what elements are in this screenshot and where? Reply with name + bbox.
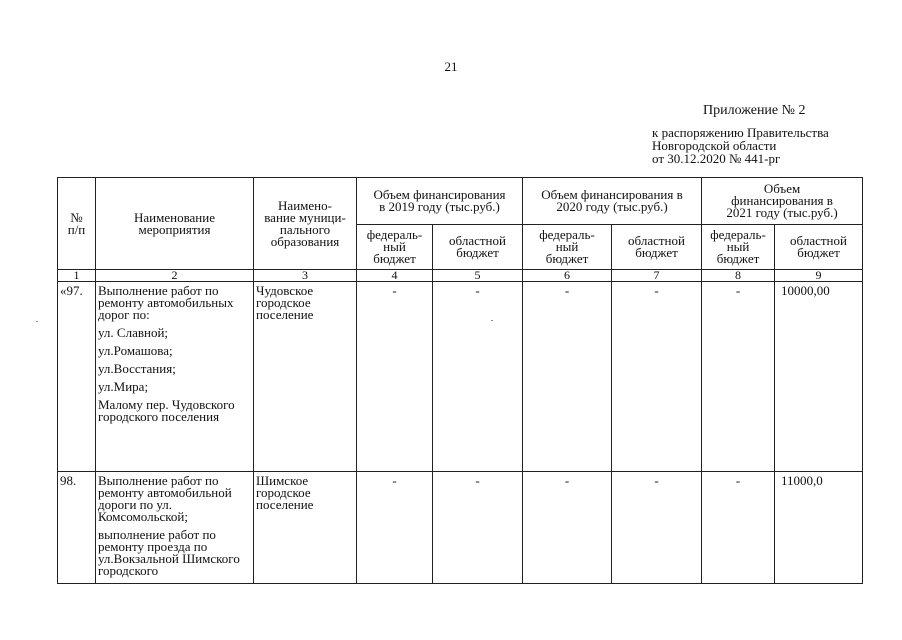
header-federal-line: бюджет — [545, 251, 589, 266]
header-regional-line: областной — [628, 233, 685, 248]
header-2019-line: в 2019 году (тыс.руб.) — [379, 199, 500, 214]
header-2021 — [702, 178, 863, 225]
value-cell: - — [702, 472, 775, 584]
header-2020-line: 2020 году (тыс.руб.) — [556, 199, 668, 214]
column-number: 8 — [702, 270, 775, 282]
header-regional-line: бюджет — [797, 245, 840, 260]
event-name-line: ул.Ромашова; — [98, 343, 173, 358]
amount-cell: 10000,00 — [775, 282, 863, 472]
value-cell: - — [357, 472, 433, 584]
header-federal-line: бюджет — [373, 251, 416, 266]
header-2019 — [357, 178, 523, 225]
value-cell: - — [357, 282, 433, 472]
header-event — [96, 178, 254, 270]
value-cell: - — [612, 472, 702, 584]
column-number: 2 — [96, 270, 254, 282]
amount-cell: 11000,0 — [775, 472, 863, 584]
header-federal-line: ный — [555, 239, 579, 254]
column-number: 7 — [612, 270, 702, 282]
appendix-subtitle — [652, 126, 829, 165]
header-federal-2019 — [357, 225, 433, 270]
column-number: 5 — [433, 270, 523, 282]
column-number: 1 — [58, 270, 96, 282]
row-number: 98. — [58, 472, 96, 584]
header-2019-line: Объем финансирования — [373, 187, 506, 202]
header-regional-2020 — [612, 225, 702, 270]
appendix-line: Новгородской области — [652, 138, 777, 153]
column-number: 6 — [523, 270, 612, 282]
header-municipality — [254, 178, 357, 270]
value-cell: - — [433, 282, 523, 472]
event-name-line: ул.Восстания; — [98, 361, 176, 376]
header-regional-2021 — [775, 225, 863, 270]
header-federal-line: бюджет — [716, 251, 760, 266]
value-cell: - — [702, 282, 775, 472]
event-name-line: выполнение работ по ремонту проезда по ул.Вокзальной Шимского городского — [98, 527, 240, 578]
table-row — [58, 472, 863, 584]
header-federal-2021 — [702, 225, 775, 270]
header-federal-2020 — [523, 225, 612, 270]
header-2021-line: 2021 году (тыс.руб.) — [726, 205, 838, 220]
header-municipality-line: Наимено- — [278, 197, 332, 213]
column-number: 9 — [775, 270, 863, 282]
event-name-line: ул.Мира; — [98, 379, 149, 394]
header-num-line: № — [70, 209, 83, 225]
header-num — [58, 178, 96, 270]
header-regional-line: бюджет — [635, 245, 678, 260]
appendix-title: Приложение № 2 — [703, 103, 806, 118]
header-federal-line: федераль- — [366, 227, 423, 242]
header-regional-line: бюджет — [456, 245, 499, 260]
page-number: 21 — [444, 59, 458, 74]
value-cell: - — [433, 472, 523, 584]
header-municipality-line: образования — [270, 233, 340, 249]
header-2020-line: Объем финансирования в — [541, 187, 683, 202]
header-num-line: п/п — [67, 221, 86, 237]
header-municipality-line: пального — [279, 221, 331, 237]
scan-speck — [36, 321, 38, 322]
table-row — [58, 282, 863, 472]
header-municipality-line: вание муници- — [264, 209, 346, 225]
header-federal-line: федераль- — [710, 227, 766, 242]
header-event-line: мероприятия — [138, 221, 211, 237]
scan-speck — [491, 320, 493, 321]
header-regional-line: областной — [790, 233, 847, 248]
event-name — [96, 282, 254, 472]
event-name-line: Выполнение работ по ремонту автомобильных дорог по: — [98, 283, 234, 322]
appendix-line: к распоряжению Правительства — [652, 125, 829, 140]
column-number: 4 — [357, 270, 433, 282]
financing-table — [57, 177, 863, 584]
header-2020 — [523, 178, 702, 225]
header-2021-line: Объем — [763, 181, 801, 196]
value-cell: - — [523, 282, 612, 472]
header-regional-2019 — [433, 225, 523, 270]
value-cell: - — [523, 472, 612, 584]
municipality-name: Шимское городское поселение — [254, 472, 357, 584]
header-2021-line: финансирования в — [731, 193, 833, 208]
municipality-name: Чудовское городское поселение — [254, 282, 357, 472]
header-federal-line: федераль- — [539, 227, 595, 242]
header-federal-line: ный — [726, 239, 750, 254]
value-cell: - — [612, 282, 702, 472]
event-name-line: ул. Славной; — [98, 325, 169, 340]
event-name — [96, 472, 254, 584]
column-number: 3 — [254, 270, 357, 282]
row-number: «97. — [58, 282, 96, 472]
event-name-line: Выполнение работ по ремонту автомобильной дороги по ул. Комсомольской; — [98, 473, 232, 524]
event-name-line: Малому пер. Чудовского городского поселения — [98, 397, 235, 424]
header-event-line: Наименование — [134, 209, 215, 225]
appendix-line: от 30.12.2020 № 441-рг — [652, 151, 781, 166]
header-regional-line: областной — [449, 233, 506, 248]
header-federal-line: ный — [383, 239, 406, 254]
